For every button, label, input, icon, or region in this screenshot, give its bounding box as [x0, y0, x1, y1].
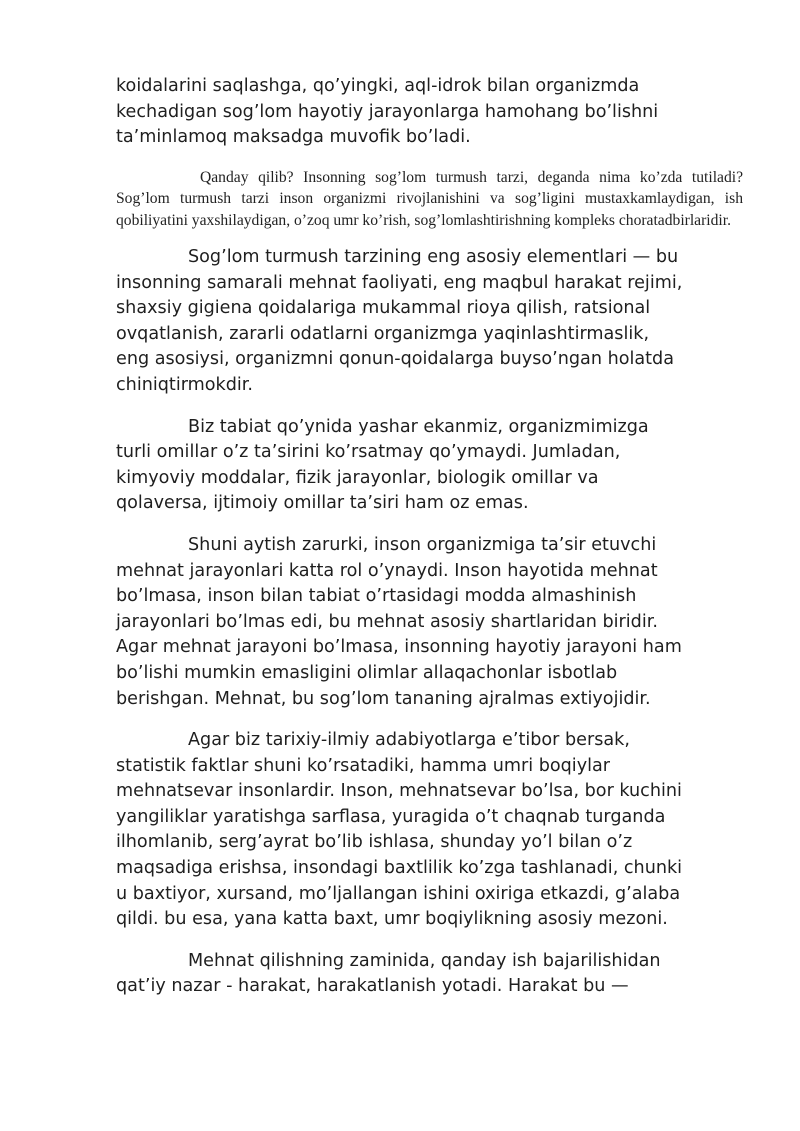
paragraph-gap [116, 399, 686, 415]
paragraph-4: Agar biz tarixiy-ilmiy adabiyotlarga e’tibor bersak, statistik faktlar shuni ko’rsatadiki, hamma umri boqiylar mehnatsevar insonlardir. Inson, mehnatsevar bo’lsa, bor kuchini yangiliklar yaratishga sarflasa, yuragida o’t chaqnab turganda ilhomlanib, serg’ayrat bo’lib ishlasa, shunday yo’l bilan o’z maqsadiga erishsa, insondagi baxtlilik ko’zga tashlanadi, chunki u baxtiyor, xursand, mo’ljallangan ishini oxiriga etkazdi, g’alaba qildi. bu esa, yana katta baxt, umr boqiylikning asosiy mezoni. [116, 730, 683, 930]
serif-paragraph: Qanday qilib? Insonning sog’lom turmush tarzi, deganda nima ko’zda tutiladi? Sog’lom turmush tarzi inson organizmi rivojlanishini va sog’ligini mustaxkamlaydigan, ish qobiliyatini yaxshilaydigan, o’zoq umr ko’rish, sog’lomlashtirishning kompleks choratadbirlaridir. [116, 168, 743, 229]
paragraph-gap [116, 712, 686, 728]
document-body [116, 74, 743, 1000]
paragraph-1: Sog’lom turmush tarzining eng asosiy elementlari — bu insonning samarali mehnat faoliyati, eng maqbul harakat rejimi, shaxsiy gigiena qoidalariga mukammal rioya qilish, ratsional ovqatlanish, zararli odatlarni organizmga yaqinlashtirmaslik, eng asosiysi, organizmni qonun-qoidalarga buyso’ngan holatda chiniqtirmokdir. [116, 247, 683, 395]
paragraph-3: Shuni aytish zarurki, inson organizmiga ta’sir etuvchi mehnat jarayonlari katta rol o’ynaydi. Inson hayotida mehnat bo’lmasa, inson bilan tabiat o’rtasidagi modda almashinish jarayonlari bo’lmas edi, bu mehnat asosiy shartlaridan biridir. Agar mehnat jarayoni bo’lmasa, insonning hayotiy jarayoni ham bo’lishi mumkin emasligini olimlar allaqachonlar isbotlab berishgan. Mehnat, bu sog’lom tananing ajralmas extiyojidir. [116, 534, 682, 709]
paragraph-5: Mehnat qilishning zaminida, qanday ish bajarilishidan qat’iy nazar - harakat, harakatlanish yotadi. Harakat bu — [116, 950, 661, 997]
paragraph-gap [116, 933, 686, 949]
paragraph-gap [116, 517, 686, 533]
intro-paragraph: koidalarini saqlashga, qo’yingki, aql-idrok bilan organizmda kechadigan sog’lom hayotiy jarayonlarga hamohang bo’lishni ta’minlamoq maksadga muvofik bo’ladi. [116, 76, 659, 148]
paragraph-2: Biz tabiat qo’ynida yashar ekanmiz, organizmimizga turli omillar o’z ta’sirini ko’rsatmay qo’ymaydi. Jumladan, kimyoviy moddalar, fizik jarayonlar, biologik omillar va qolaversa, ijtimoiy omillar ta’siri ham oz emas. [116, 416, 649, 514]
